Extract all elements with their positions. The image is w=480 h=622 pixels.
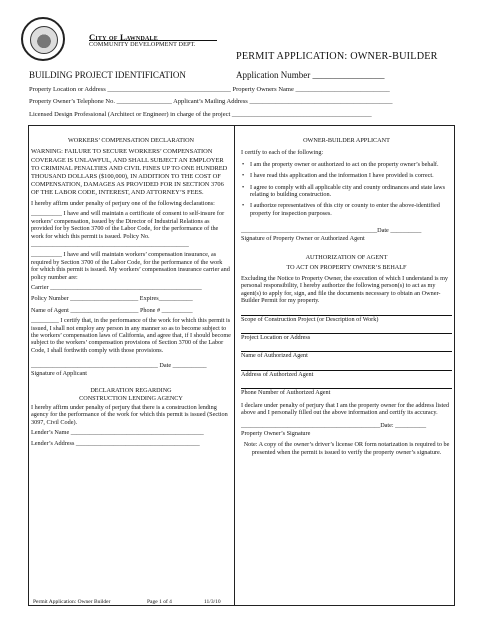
agent-field[interactable]: Name of Agent ______________________ Phone # __________ xyxy=(31,306,193,314)
agent-address-label: Address of Authorized Agent xyxy=(241,370,314,378)
certify-list xyxy=(241,161,452,217)
owner-builder-title: OWNER-BUILDER APPLICANT xyxy=(303,137,390,144)
page-title: PERMIT APPLICATION: OWNER-BUILDER xyxy=(236,51,438,62)
affirm-text: I hereby affirm under penalty of perjury one of the following declarations: xyxy=(31,199,215,207)
owner-signature-label: Signature of Property Owner or Authorized Agent xyxy=(241,234,365,242)
decl-no-employ[interactable]: _________ I certify that, in the performance of the work for which this permit is issued, I shall not employ any person in any manner so as to become subject to the workers’ compensation laws of California, and agree that, if I should become subject to the workers’ compensation provisions of Section 3700 of the Labor Code, I shall forthwith comply with those provisions. xyxy=(31,317,231,354)
design-professional-field[interactable]: Licensed Design Professional (Architect or Engineer) in charge of the project ___________________________________________ xyxy=(29,111,372,118)
signature-label: Signature of Applicant xyxy=(31,369,88,377)
revision-date: 11/3/10 xyxy=(204,599,221,605)
agent-phone-label: Phone Number of Authorized Agent xyxy=(241,389,331,397)
property-owner-signature-label: Property Owner’s Signature xyxy=(241,429,311,437)
lending-title-2: CONSTRUCTION LENDING AGENCY xyxy=(79,394,183,402)
agent-name-field[interactable] xyxy=(241,351,452,359)
column-divider xyxy=(234,125,235,606)
lender-name-field[interactable]: Lender’s Name ___________________________________________ xyxy=(31,429,204,437)
scope-label: Scope of Construction Project (or Description of Work) xyxy=(241,315,379,323)
authorization-title-1: AUTHORIZATION OF AGENT xyxy=(305,254,388,262)
decl-self-insure[interactable]: __________ I have and will maintain a certificate of consent to self-insure for workers’ compensation, issued by the Director of Industrial Relations as provided for by Section 3700 of the Labor Code, for the performance of the work for which this permit is issued. Policy No. xyxy=(31,210,225,240)
application-number-field[interactable]: Application Number ________________ xyxy=(236,70,385,80)
property-location-field[interactable]: Property Location or Address ______________________________________ Property Owners Name _____________________________ xyxy=(29,86,390,93)
page-number: Page 1 of 4 xyxy=(147,599,172,605)
declaration-text: I declare under penalty of perjury that I am the property owner for the address listed above and I personally filled out the above information and certify its accuracy. xyxy=(241,401,450,416)
certify-item: • I am the property owner or authorized to act on the property owner’s behalf. xyxy=(241,161,452,168)
decl-insurance[interactable]: __________ I have and will maintain workers’ compensation insurance, as required by Section 3700 of the Labor Code, for the performance of the work for which this permit is issued. My workers’ compensation insurance carrier and policy number are: xyxy=(31,251,230,281)
left-column xyxy=(31,137,231,447)
wc-title: WORKERS’ COMPENSATION DECLARATION xyxy=(67,137,195,144)
project-location-field[interactable] xyxy=(241,333,452,341)
department-name: COMMUNITY DEVELOPMENT DEPT. xyxy=(89,41,196,48)
lending-text: I hereby affirm under penalty of perjury that there is a construction lending agency for the performance of the work for which this permit is issued (Section 3097, Civil Code). xyxy=(31,403,228,426)
note-text: Note: A copy of the owner’s driver’s license OR form notarization is required to be presented when the permit is issued to verify the property owner’s signature. xyxy=(243,441,450,456)
carrier-field[interactable]: Carrier _________________________________________________ xyxy=(31,284,202,292)
footer-title: Permit Application: Owner Builder xyxy=(33,599,111,605)
certify-text: I certify to each of the following: xyxy=(241,149,324,157)
property-owner-signature-line[interactable]: _____________________________________________Date: __________ xyxy=(241,422,427,430)
lender-address-field[interactable]: Lender’s Address ________________________________________ xyxy=(31,439,200,447)
agent-phone-field[interactable] xyxy=(241,388,452,396)
agent-address-field[interactable] xyxy=(241,370,452,378)
project-location-label: Project Location or Address xyxy=(241,333,311,341)
policy-field[interactable]: Policy Number ______________________ Expires___________ xyxy=(31,295,193,303)
owner-phone-field[interactable]: Property Owner’s Telephone No. _________________ Applicant’s Mailing Address ____________________________________________ xyxy=(29,98,393,105)
city-seal-logo xyxy=(21,17,65,61)
certify-item: • I authorize representatives of this city or county to enter the above-identified property for inspection purposes. xyxy=(241,202,452,217)
agent-name-label: Name of Authorized Agent xyxy=(241,352,308,360)
policy-line[interactable]: ___________________________________________________ xyxy=(31,241,189,248)
owner-signature-line[interactable]: ____________________________________________Date __________ xyxy=(241,227,422,235)
authorization-text: Excluding the Notice to Property Owner, the execution of which I understand is my personal responsibility, I hereby authorize the following person(s) to act as my agent(s) to apply for, sign, and file the documents necessary to obtain an Owner-Builder Permit for my property. xyxy=(241,274,448,305)
warning-text: WARNING: FAILURE TO SECURE WORKERS’ COMPENSATION COVERAGE IS UNLAWFUL, AND SHALL SUBJECT AN EMPLOYER TO CRIMINAL PENALTIES AND CIVIL FINES UP TO ONE HUNDRED THOUSAND DOLLARS ($100,000), IN ADDITION TO THE COST OF COMPENSATION, DAMAGES AS PROVIDED FOR IN SECTION 3706 OF THE LABOR CODE, INTEREST, AND ATTORNEY’S FEES. xyxy=(31,148,228,196)
certify-item: • I agree to comply with all applicable city and county ordinances and state laws relating to building construction. xyxy=(241,184,452,199)
signature-line[interactable]: _________________________________________ Date ___________ xyxy=(31,362,207,370)
scope-field[interactable] xyxy=(241,315,452,323)
section-title: BUILDING PROJECT IDENTIFICATION xyxy=(29,70,186,80)
lending-title-1: DECLARATION REGARDING xyxy=(90,387,172,395)
city-name: City of Lawndale xyxy=(89,32,158,42)
right-column xyxy=(241,137,452,456)
certify-item: • I have read this application and the information I have provided is correct. xyxy=(241,172,452,179)
authorization-title-2: TO ACT ON PROPERTY OWNER’S BEHALF xyxy=(286,264,407,272)
